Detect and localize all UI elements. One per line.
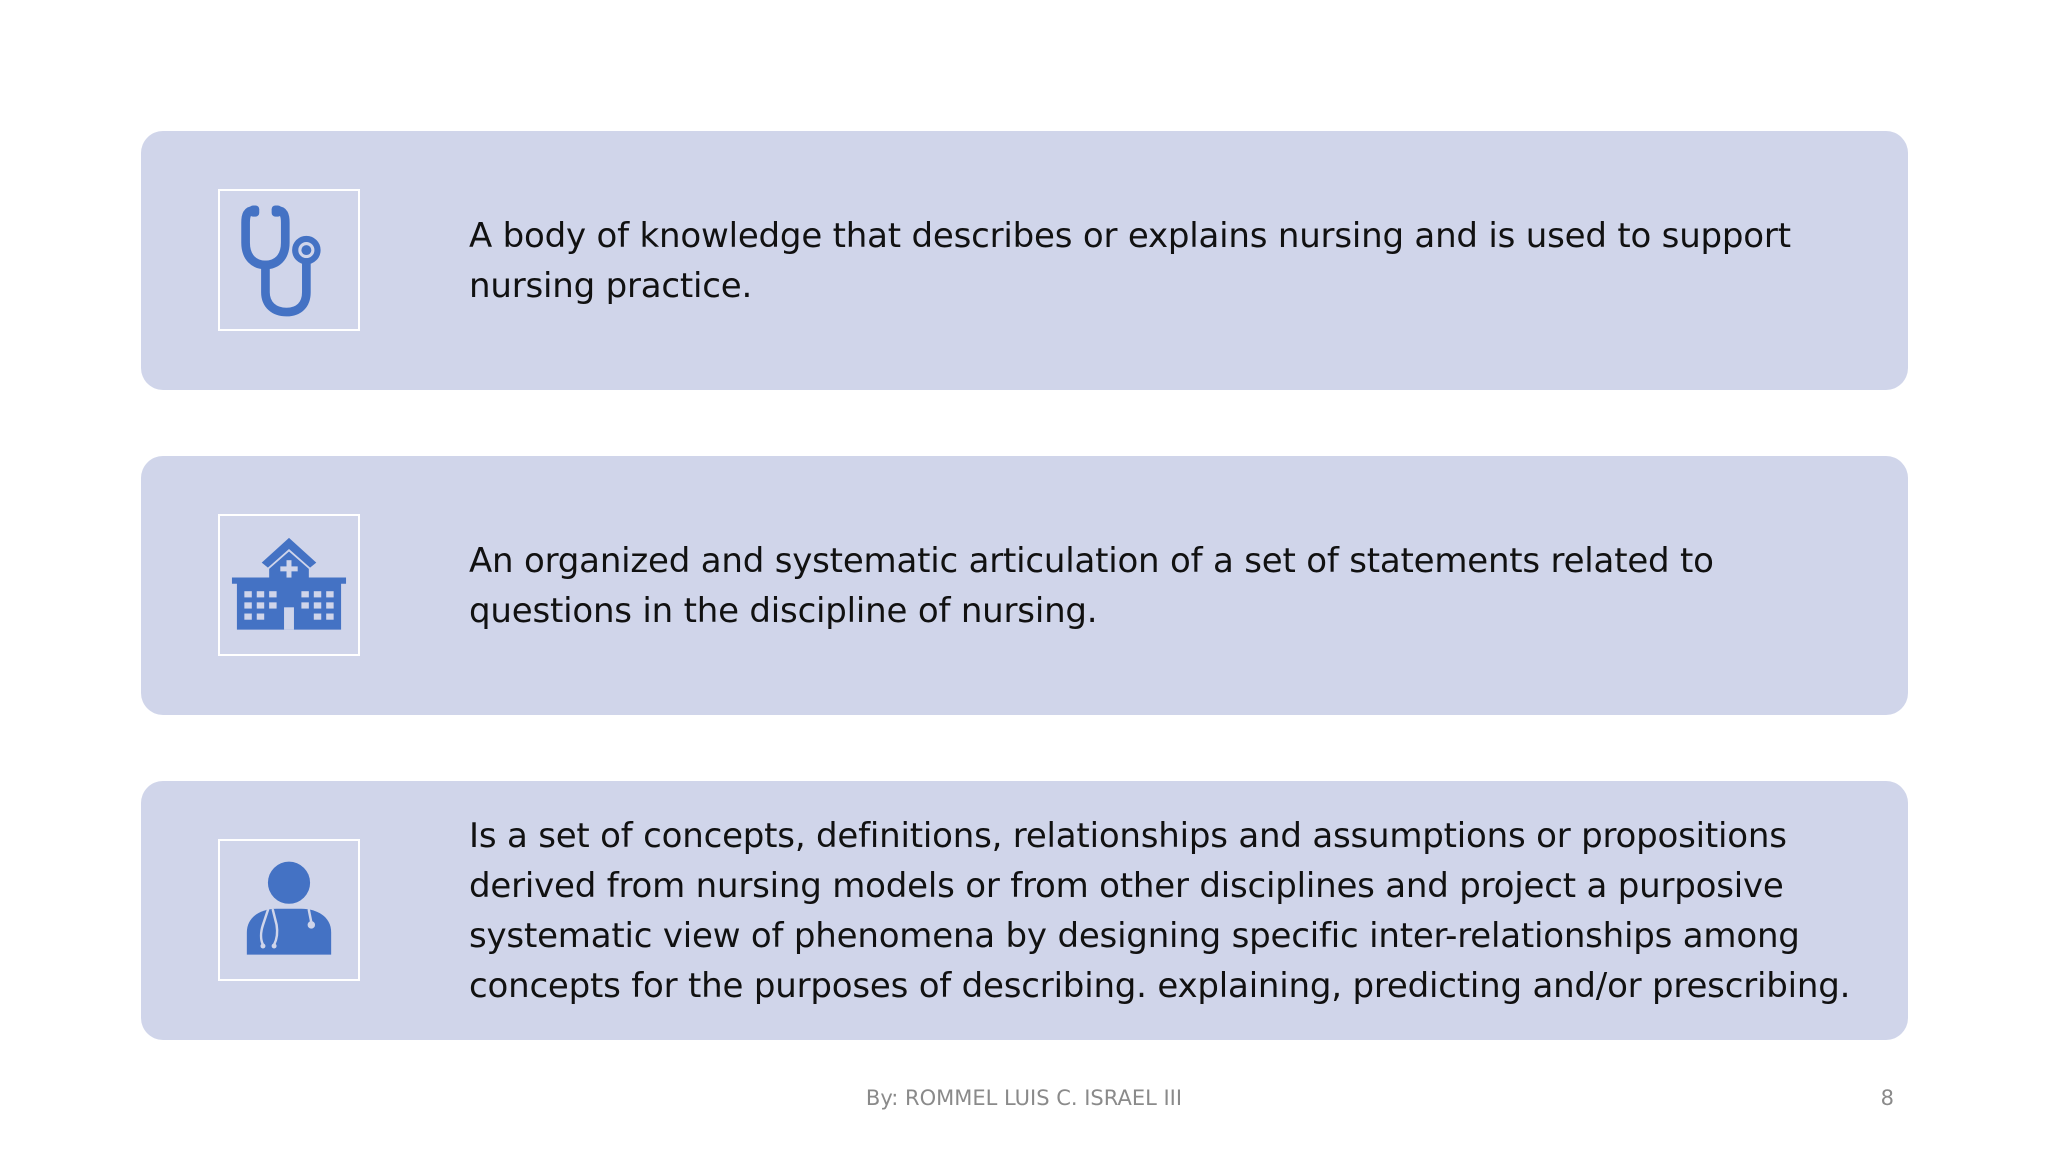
definition-card-3	[141, 781, 1908, 1040]
definition-text-2: An organized and systematic articulation of a set of statements related to questions in the discipline of nursing.	[469, 540, 1714, 631]
definition-card-2	[141, 456, 1908, 715]
hospital-icon	[227, 523, 351, 647]
doctor-icon	[227, 848, 351, 972]
icon-frame	[218, 839, 360, 981]
definition-card-1	[141, 131, 1908, 390]
stethoscope-icon	[227, 198, 351, 322]
definition-text-1: A body of knowledge that describes or explains nursing and is used to support nursing practice.	[469, 215, 1791, 306]
page-number: 8	[1880, 1086, 1894, 1110]
definition-text-3: Is a set of concepts, definitions, relationships and assumptions or propositions derived from nursing models or from other disciplines and project a purposive systematic view of phenomena by designing specific inter-relationships among concepts for the purposes of describing. explaining, predicting and/or prescribing.	[469, 815, 1851, 1006]
icon-frame	[218, 514, 360, 656]
icon-frame	[218, 189, 360, 331]
footer-author: By: ROMMEL LUIS C. ISRAEL III	[865, 1086, 1183, 1110]
